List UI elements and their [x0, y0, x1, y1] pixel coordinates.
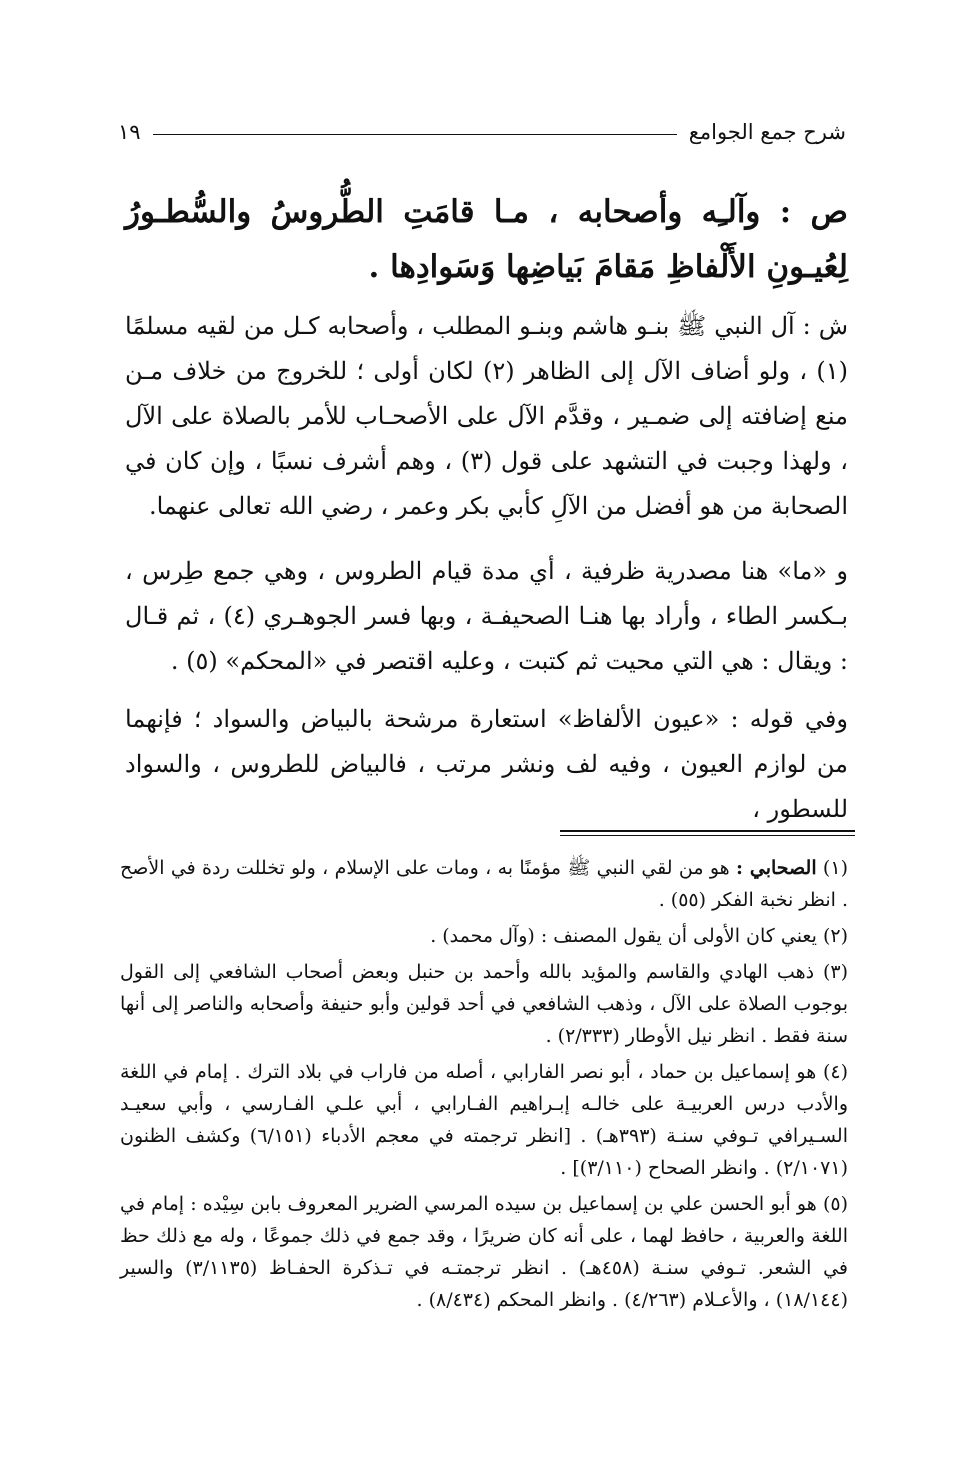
commentary-paragraph: و «ما» هنا مصدرية ظرفية ، أي مدة قيام الطروس ، وهي جمع طِرس ، بـكسر الطاء ، وأراد بها هنـا الصحيفـة ، وبها فسر الجوهـري (٤) ، ثم قـال : ويقال : هي التي محيت ثم كتبت ، وعليه اقتصر في «المحكم» (٥) .	[125, 557, 848, 675]
footnote-2	[120, 920, 848, 952]
footnote-1	[120, 852, 848, 916]
footnote-text: هو إسماعيل بن حماد ، أبو نصر الفارابي ، أصله من فاراب في بلاد الترك . إمام في اللغة والأدب درس العربيـة على خالـه إبـراهيم الفـارابي ، أبي علـي الفـارسي ، وأبي سعيـد السـيرافي تـوفي سنـة (٣٩٣هـ) . [انظر ترجمته في معجم الأدباء (٦/١٥١) وكشف الظنون (٢/١٠٧١) . وانظر الصحاح (٣/١١٠)] .	[120, 1061, 848, 1179]
footnote-number: (٢)	[822, 925, 848, 947]
footnote-number: (٥)	[822, 1193, 848, 1215]
footnotes	[120, 852, 848, 1320]
footnote-text: هو من لقي النبي ﷺ مؤمنًا به ، ومات على الإسلام ، ولو تخللت ردة في الأصح . انظر نخبة الفكر (٥٥) .	[120, 857, 848, 911]
footnote-separator	[560, 830, 855, 836]
footnote-number: (٣)	[822, 961, 848, 983]
running-title: شرح جمع الجوامع	[688, 120, 846, 144]
footnote-text: ذهب الهادي والقاسم والمؤيد بالله وأحمد بن حنبل وبعض أصحاب الشافعي إلى القول بوجوب الصلاة على الآل ، وذهب الشافعي في أحد قولين وأبو حنيفة وأصحابه والناصر إلى أنها سنة فقط . انظر نيل الأوطار (٢/٣٣٣) .	[120, 961, 848, 1047]
commentary-paragraph: ش : آل النبي ﷺ بنـو هاشم وبنـو المطلب ، وأصحابه كـل من لقيه مسلمًا (١) ، ولو أضاف الآل إلى الظاهر (٢) لكان أولى ؛ للخروج من خلاف مـن منع إضافته إلى ضمـير ، وقدَّم الآل على الأصحـاب للأمر بالصلاة على الآل ، ولهذا وجبت في التشهد على قول (٣) ، وهم أشرف نسبًا ، وإن كان في الصحابة من هو أفضل من الآلِ كأبي بكر وعمر ، رضي الله تعالى عنهما.	[125, 312, 849, 520]
page-number: ١٩	[118, 120, 141, 144]
footnote-number: (٤)	[822, 1061, 848, 1083]
matn-text: ص : وآلـِه وأصحابه ، مـا قامَتِ الطُّروسُ والسُّطـورُ لِعُيـونِ الأَلْفاظِ مَقامَ بَياضِها وَسَوادِها .	[125, 194, 848, 285]
header-rule	[153, 134, 677, 135]
footnote-5	[120, 1188, 848, 1316]
footnote-text: يعني كان الأولى أن يقول المصنف : (وآل محمد) .	[430, 925, 817, 947]
commentary-paragraph: وفي قوله : «عيون الألفاظ» استعارة مرشحة بالبياض والسواد ؛ فإنهما من لوازم العيون ، وفيه لف ونشر مرتب ، فالبياض للطروس ، والسواد للسطور ،	[125, 705, 848, 823]
page-header	[118, 112, 846, 152]
footnote-text: هو أبو الحسن علي بن إسماعيل بن سيده المرسي الضرير المعروف بابن سِيْده : إمام في اللغة والعربية ، حافظ لهما ، على أنه كان ضريرًا ، وقد جمع في ذلك جموعًا ، وله مع ذلك حظ في الشعر. تـوفي سنـة (٤٥٨هـ) . انظر ترجمتـه في تـذكرة الحفـاظ (٣/١١٣٥) والسير (١٨/١٤٤) ، والأعـلام (٤/٢٦٣) . وانظر المحكم (٨/٤٣٤) .	[120, 1193, 848, 1311]
footnote-3	[120, 956, 848, 1052]
footnote-number: (١)	[822, 857, 848, 879]
footnote-term: الصحابي :	[735, 857, 817, 879]
footnote-4	[120, 1056, 848, 1184]
